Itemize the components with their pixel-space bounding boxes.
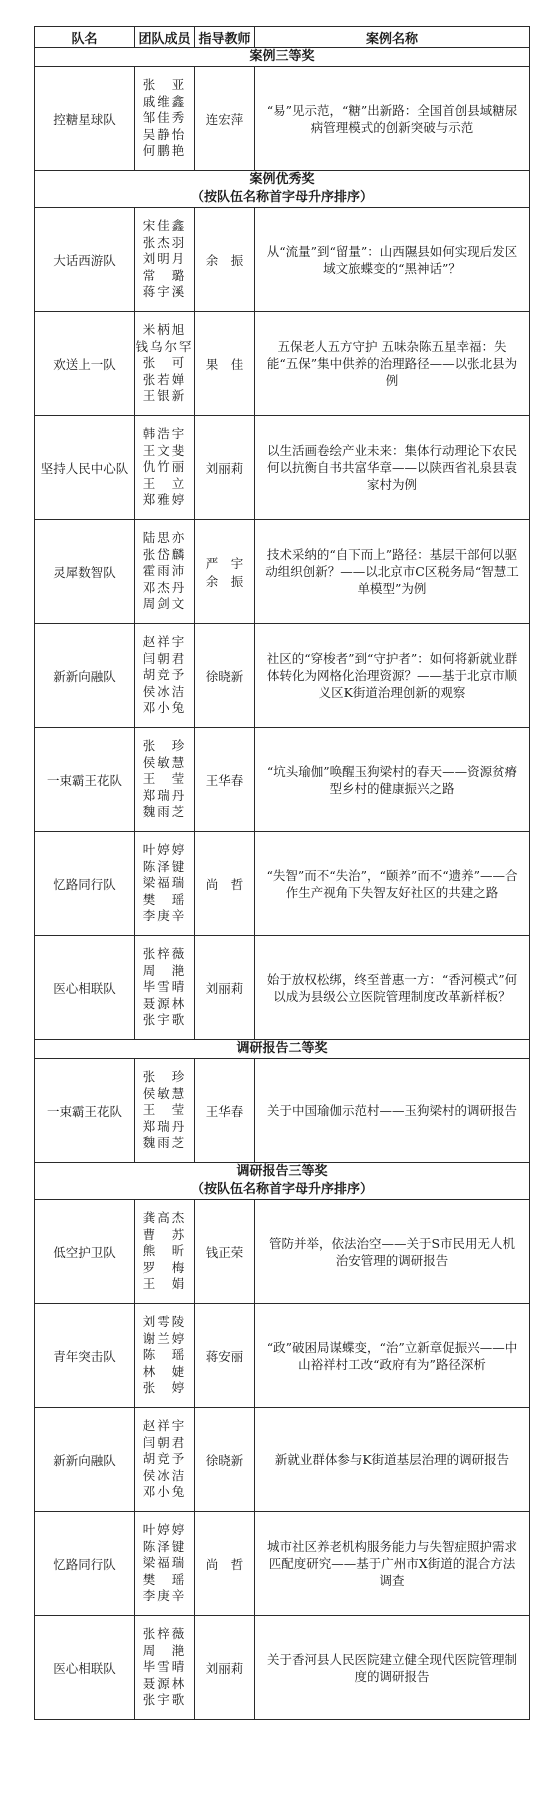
advisor-name xyxy=(195,416,255,520)
section-subtitle: （按队伍名称首字母升序排序） xyxy=(190,1182,373,1197)
member-name: 张宇歌 xyxy=(142,1012,187,1028)
advisor-name xyxy=(195,1304,255,1408)
member-name: 张梓薇 xyxy=(142,946,187,962)
section-title-cell xyxy=(35,1040,530,1059)
advisor-line: 徐晓新 xyxy=(205,668,244,684)
member-name: 龚高杰 xyxy=(142,1210,187,1226)
section-title-cell xyxy=(35,48,530,67)
table-row xyxy=(35,1059,530,1163)
member-name: 王 莹 xyxy=(142,771,187,787)
member-name: 陆思亦 xyxy=(142,530,187,546)
team-name: 医心相联队 xyxy=(35,936,135,1040)
team-name: 控糖星球队 xyxy=(35,67,135,171)
case-title: 城市社区养老机构服务能力与失智症照护需求匹配度研究——基于广州市X街道的混合方法调查 xyxy=(255,1512,530,1616)
member-name: 宋佳鑫 xyxy=(142,218,187,234)
case-title: 从“流量”到“留量”：山西隰县如何实现后发区域文旅蝶变的“黑神话”？ xyxy=(255,208,530,312)
member-name: 林 婕 xyxy=(142,1363,187,1379)
member-name: 钱乌尔罕 xyxy=(135,338,194,354)
team-members xyxy=(135,1304,195,1408)
member-name: 侯敏慧 xyxy=(142,754,187,770)
case-title: 社区的“穿梭者”到“守护者”：如何将新就业群体转化为网格化治理资源？——基于北京市顺义区K街道治理创新的观察 xyxy=(255,624,530,728)
advisor-line: 尚 哲 xyxy=(205,1556,244,1572)
member-name: 魏雨芝 xyxy=(142,1135,187,1151)
advisor-name xyxy=(195,1616,255,1720)
case-title: “坑头瑜伽”唤醒玉狗梁村的春天——资源贫瘠型乡村的健康振兴之路 xyxy=(255,728,530,832)
team-name: 一束霸王花队 xyxy=(35,1059,135,1163)
advisor-name xyxy=(195,67,255,171)
table-row xyxy=(35,624,530,728)
team-name: 新新向融队 xyxy=(35,624,135,728)
team-members xyxy=(135,416,195,520)
team-name: 大话西游队 xyxy=(35,208,135,312)
member-name: 张若婵 xyxy=(142,371,187,387)
member-name: 侯敏慧 xyxy=(142,1085,187,1101)
table-row xyxy=(35,728,530,832)
member-name: 闫朝君 xyxy=(142,1434,187,1450)
header-team: 队名 xyxy=(35,27,135,48)
advisor-line: 刘丽莉 xyxy=(205,1660,244,1676)
member-name: 叶婷婷 xyxy=(142,842,187,858)
advisor-name xyxy=(195,1059,255,1163)
member-name: 张梓薇 xyxy=(142,1626,187,1642)
team-name: 忆路同行队 xyxy=(35,1512,135,1616)
section-title-cell xyxy=(35,171,530,208)
member-name: 王文斐 xyxy=(142,442,187,458)
member-name: 梁福瑞 xyxy=(142,875,187,891)
team-members xyxy=(135,1059,195,1163)
member-name: 刘雩陵 xyxy=(142,1314,187,1330)
member-name: 王 立 xyxy=(142,475,187,491)
table-row xyxy=(35,67,530,171)
member-name: 毕雪晴 xyxy=(142,1659,187,1675)
advisor-line: 严 宇 xyxy=(205,555,244,571)
advisor-line: 钱正荣 xyxy=(205,1244,244,1260)
member-name: 何鹏艳 xyxy=(142,143,187,159)
team-members xyxy=(135,1616,195,1720)
team-name: 低空护卫队 xyxy=(35,1200,135,1304)
team-members xyxy=(135,208,195,312)
member-name: 李庚辛 xyxy=(142,1588,187,1604)
member-name: 周剑文 xyxy=(142,596,187,612)
member-name: 刘明月 xyxy=(142,251,187,267)
member-name: 张 婷 xyxy=(142,1380,187,1396)
member-name: 侯冰洁 xyxy=(142,683,187,699)
team-name: 灵犀数智队 xyxy=(35,520,135,624)
team-name: 一束霸王花队 xyxy=(35,728,135,832)
team-name: 坚持人民中心队 xyxy=(35,416,135,520)
advisor-name xyxy=(195,1408,255,1512)
table-row xyxy=(35,312,530,416)
advisor-name xyxy=(195,936,255,1040)
table-row xyxy=(35,208,530,312)
table-row xyxy=(35,1616,530,1720)
section-title: 调研报告二等奖 xyxy=(236,1041,328,1056)
advisor-name xyxy=(195,312,255,416)
table-row xyxy=(35,1304,530,1408)
table-row xyxy=(35,1408,530,1512)
advisor-name xyxy=(195,1512,255,1616)
case-title: 关于中国瑜伽示范村——玉狗梁村的调研报告 xyxy=(255,1059,530,1163)
advisor-name xyxy=(195,1200,255,1304)
team-members xyxy=(135,936,195,1040)
header-row xyxy=(35,27,530,48)
member-name: 梁福瑞 xyxy=(142,1555,187,1571)
section-title-cell xyxy=(35,1163,530,1200)
advisor-line: 尚 哲 xyxy=(205,876,244,892)
table-row xyxy=(35,832,530,936)
table-row xyxy=(35,1512,530,1616)
team-members xyxy=(135,67,195,171)
team-members xyxy=(135,312,195,416)
member-name: 胡竞予 xyxy=(142,1451,187,1467)
team-name: 新新向融队 xyxy=(35,1408,135,1512)
member-name: 王银新 xyxy=(142,388,187,404)
case-title: “易”见示范，“糖”出新路：全国首创县域糖尿病管理模式的创新突破与示范 xyxy=(255,67,530,171)
member-name: 赵祥宇 xyxy=(142,634,187,650)
section-title: 案例优秀奖 xyxy=(249,172,315,187)
section-header-row xyxy=(35,48,530,67)
member-name: 胡竞予 xyxy=(142,667,187,683)
member-name: 樊 瑶 xyxy=(142,1571,187,1587)
case-title: 始于放权松绑，终至普惠一方：“香河模式”何以成为县级公立医院管理制度改革新样板？ xyxy=(255,936,530,1040)
case-title: 管防并举，依法治空——关于S市民用无人机治安管理的调研报告 xyxy=(255,1200,530,1304)
table-row xyxy=(35,520,530,624)
member-name: 蒋宇溪 xyxy=(142,284,187,300)
team-members xyxy=(135,1512,195,1616)
member-name: 周 滟 xyxy=(142,962,187,978)
member-name: 樊 瑶 xyxy=(142,891,187,907)
section-header-row xyxy=(35,1163,530,1200)
advisor-line: 余 振 xyxy=(205,573,244,589)
advisor-line: 连宏萍 xyxy=(205,111,244,127)
member-name: 聂源林 xyxy=(142,995,187,1011)
member-name: 罗 梅 xyxy=(142,1259,187,1275)
team-members xyxy=(135,1408,195,1512)
case-title: 关于香河县人民医院建立健全现代医院管理制度的调研报告 xyxy=(255,1616,530,1720)
member-name: 叶婷婷 xyxy=(142,1522,187,1538)
section-subtitle: （按队伍名称首字母升序排序） xyxy=(190,190,373,205)
team-members xyxy=(135,728,195,832)
member-name: 侯冰洁 xyxy=(142,1467,187,1483)
advisor-line: 果 佳 xyxy=(205,356,244,372)
member-name: 郑瑞丹 xyxy=(142,1118,187,1134)
table-row xyxy=(35,936,530,1040)
member-name: 邓小兔 xyxy=(142,1484,187,1500)
advisor-line: 徐晓新 xyxy=(205,1452,244,1468)
section-header-row xyxy=(35,171,530,208)
member-name: 熊 昕 xyxy=(142,1243,187,1259)
table-body xyxy=(35,48,530,1720)
member-name: 张 可 xyxy=(142,355,187,371)
case-title: 新就业群体参与K街道基层治理的调研报告 xyxy=(255,1408,530,1512)
member-name: 陈泽键 xyxy=(142,858,187,874)
member-name: 谢兰婷 xyxy=(142,1330,187,1346)
advisor-name xyxy=(195,728,255,832)
team-name: 忆路同行队 xyxy=(35,832,135,936)
team-name: 医心相联队 xyxy=(35,1616,135,1720)
table-row xyxy=(35,416,530,520)
section-title: 调研报告三等奖 xyxy=(236,1164,328,1179)
member-name: 张杰羽 xyxy=(142,234,187,250)
member-name: 李庚辛 xyxy=(142,908,187,924)
advisor-line: 王华春 xyxy=(205,772,244,788)
member-name: 张 珍 xyxy=(142,738,187,754)
case-title: 五保老人五方守护 五味杂陈五星幸福：失能“五保”集中供养的治理路径——以张北县为例 xyxy=(255,312,530,416)
member-name: 郑雅婷 xyxy=(142,492,187,508)
member-name: 聂源林 xyxy=(142,1675,187,1691)
team-members xyxy=(135,520,195,624)
section-title: 案例三等奖 xyxy=(249,49,315,64)
case-title: 技术采纳的“自下而上”路径：基层干部何以驱动组织创新？——以北京市C区税务局“智慧工单模型”为例 xyxy=(255,520,530,624)
advisor-name xyxy=(195,520,255,624)
member-name: 邓小兔 xyxy=(142,700,187,716)
advisor-name xyxy=(195,832,255,936)
member-name: 陈泽键 xyxy=(142,1538,187,1554)
member-name: 张岱麟 xyxy=(142,546,187,562)
member-name: 仇竹丽 xyxy=(142,459,187,475)
team-members xyxy=(135,1200,195,1304)
member-name: 陈 瑶 xyxy=(142,1347,187,1363)
member-name: 张宇歌 xyxy=(142,1692,187,1708)
team-name: 欢送上一队 xyxy=(35,312,135,416)
advisor-line: 王华春 xyxy=(205,1103,244,1119)
member-name: 周 滟 xyxy=(142,1642,187,1658)
member-name: 常 璐 xyxy=(142,267,187,283)
member-name: 郑瑞丹 xyxy=(142,787,187,803)
member-name: 曹 苏 xyxy=(142,1226,187,1242)
header-case: 案例名称 xyxy=(255,27,530,48)
case-title: “政”破困局谋蝶变，“治”立新章促振兴——中山裕祥村工改“政府有为”路径深析 xyxy=(255,1304,530,1408)
team-name: 青年突击队 xyxy=(35,1304,135,1408)
advisor-line: 刘丽莉 xyxy=(205,460,244,476)
header-members: 团队成员 xyxy=(135,27,195,48)
advisor-line: 刘丽莉 xyxy=(205,980,244,996)
awards-table xyxy=(34,26,530,1720)
advisor-name xyxy=(195,208,255,312)
member-name: 王 莹 xyxy=(142,1102,187,1118)
member-name: 邹佳秀 xyxy=(142,110,187,126)
member-name: 戚维鑫 xyxy=(142,93,187,109)
member-name: 王 娟 xyxy=(142,1276,187,1292)
team-members xyxy=(135,832,195,936)
advisor-name xyxy=(195,624,255,728)
member-name: 闫朝君 xyxy=(142,650,187,666)
member-name: 米柄旭 xyxy=(142,322,187,338)
member-name: 吴静怡 xyxy=(142,126,187,142)
member-name: 邓杰丹 xyxy=(142,579,187,595)
member-name: 魏雨芝 xyxy=(142,804,187,820)
team-members xyxy=(135,624,195,728)
member-name: 霍雨沛 xyxy=(142,563,187,579)
member-name: 毕雪晴 xyxy=(142,979,187,995)
member-name: 赵祥宇 xyxy=(142,1418,187,1434)
member-name: 张 亚 xyxy=(142,77,187,93)
advisor-line: 余 振 xyxy=(205,252,244,268)
table-row xyxy=(35,1200,530,1304)
section-header-row xyxy=(35,1040,530,1059)
advisor-line: 蒋安丽 xyxy=(205,1348,244,1364)
member-name: 韩浩宇 xyxy=(142,426,187,442)
case-title: 以生活画卷绘产业未来：集体行动理论下农民何以抗衡自书共富华章——以陕西省礼泉县袁家村为例 xyxy=(255,416,530,520)
case-title: “失智”而不“失治”，“颐养”而不“遗养”——合作生产视角下失智友好社区的共建之路 xyxy=(255,832,530,936)
member-name: 张 珍 xyxy=(142,1069,187,1085)
header-advisor: 指导教师 xyxy=(195,27,255,48)
